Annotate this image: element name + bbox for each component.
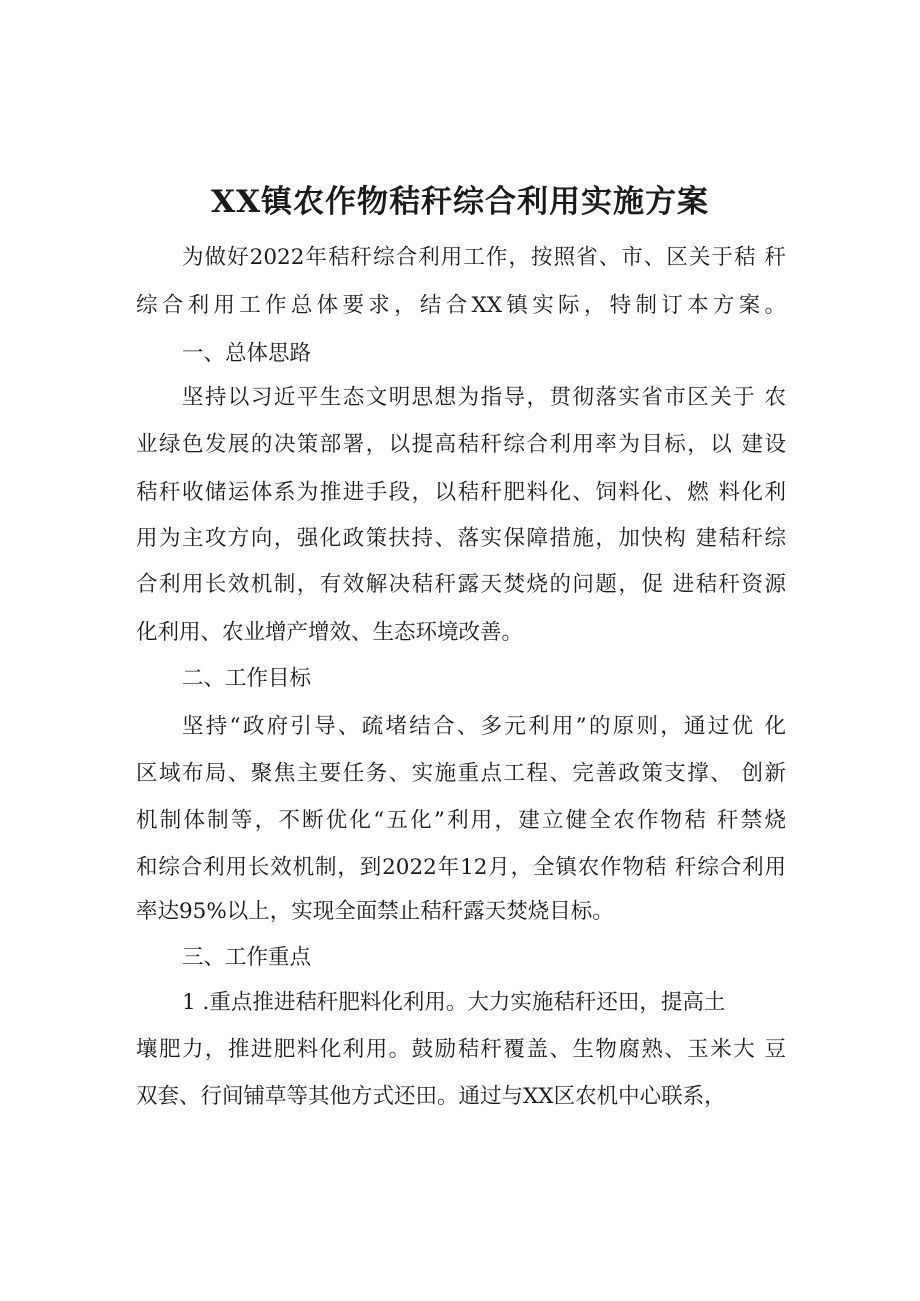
paragraph-line: 综合利用工作总体要求，结合XX镇实际，特制订本方案。 xyxy=(136,293,786,318)
paragraph-line: 秸秆收储运体系为推进手段，以秸秆肥料化、饲料化、燃 料化利 xyxy=(136,480,786,505)
paragraph-line: 1 .重点推进秸秆肥料化利用。大力实施秸秆还田，提高土 xyxy=(182,990,726,1015)
paragraph-line: 化利用、农业增产增效、生态环境改善。 xyxy=(136,620,524,645)
section-heading: 二、工作目标 xyxy=(182,666,312,691)
section-heading: 一、总体思路 xyxy=(182,341,312,366)
section-heading: 三、工作重点 xyxy=(182,945,312,970)
paragraph-line: 区域布局、聚焦主要任务、实施重点工程、完善政策支撑、 创新 xyxy=(136,761,786,786)
paragraph-line: 合利用长效机制，有效解决秸秆露天焚烧的问题，促 进秸秆资源 xyxy=(136,572,786,597)
paragraph-line: 为做好2022年秸秆综合利用工作，按照省、市、区关于秸 秆 xyxy=(182,245,786,270)
paragraph-line: 率达95%以上，实现全面禁止秸秆露天焚烧目标。 xyxy=(136,899,614,924)
paragraph-line: 双套、行间铺草等其他方式还田。通过与XX区农机中心联系， xyxy=(136,1084,726,1109)
paragraph-line: 壤肥力，推进肥料化利用。鼓励秸秆覆盖、生物腐熟、玉米大 豆 xyxy=(136,1037,786,1062)
paragraph-line: 坚持“政府引导、疏堵结合、多元利用”的原则，通过优 化 xyxy=(182,714,786,739)
paragraph-line: 机制体制等，不断优化“五化”利用，建立健全农作物秸 秆禁烧 xyxy=(136,808,786,833)
document-title: XX镇农作物秸秆综合利用实施方案 xyxy=(210,184,710,220)
paragraph-line: 坚持以习近平生态文明思想为指导，贯彻落实省市区关于 农 xyxy=(182,385,786,410)
paragraph-line: 业绿色发展的决策部署，以提高秸秆综合利用率为目标，以 建设 xyxy=(136,432,786,457)
paragraph-line: 用为主攻方向，强化政策扶持、落实保障措施，加快构 建秸秆综 xyxy=(136,526,786,551)
paragraph-line: 和综合利用长效机制，到2022年12月，全镇农作物秸 秆综合利用 xyxy=(136,855,786,880)
